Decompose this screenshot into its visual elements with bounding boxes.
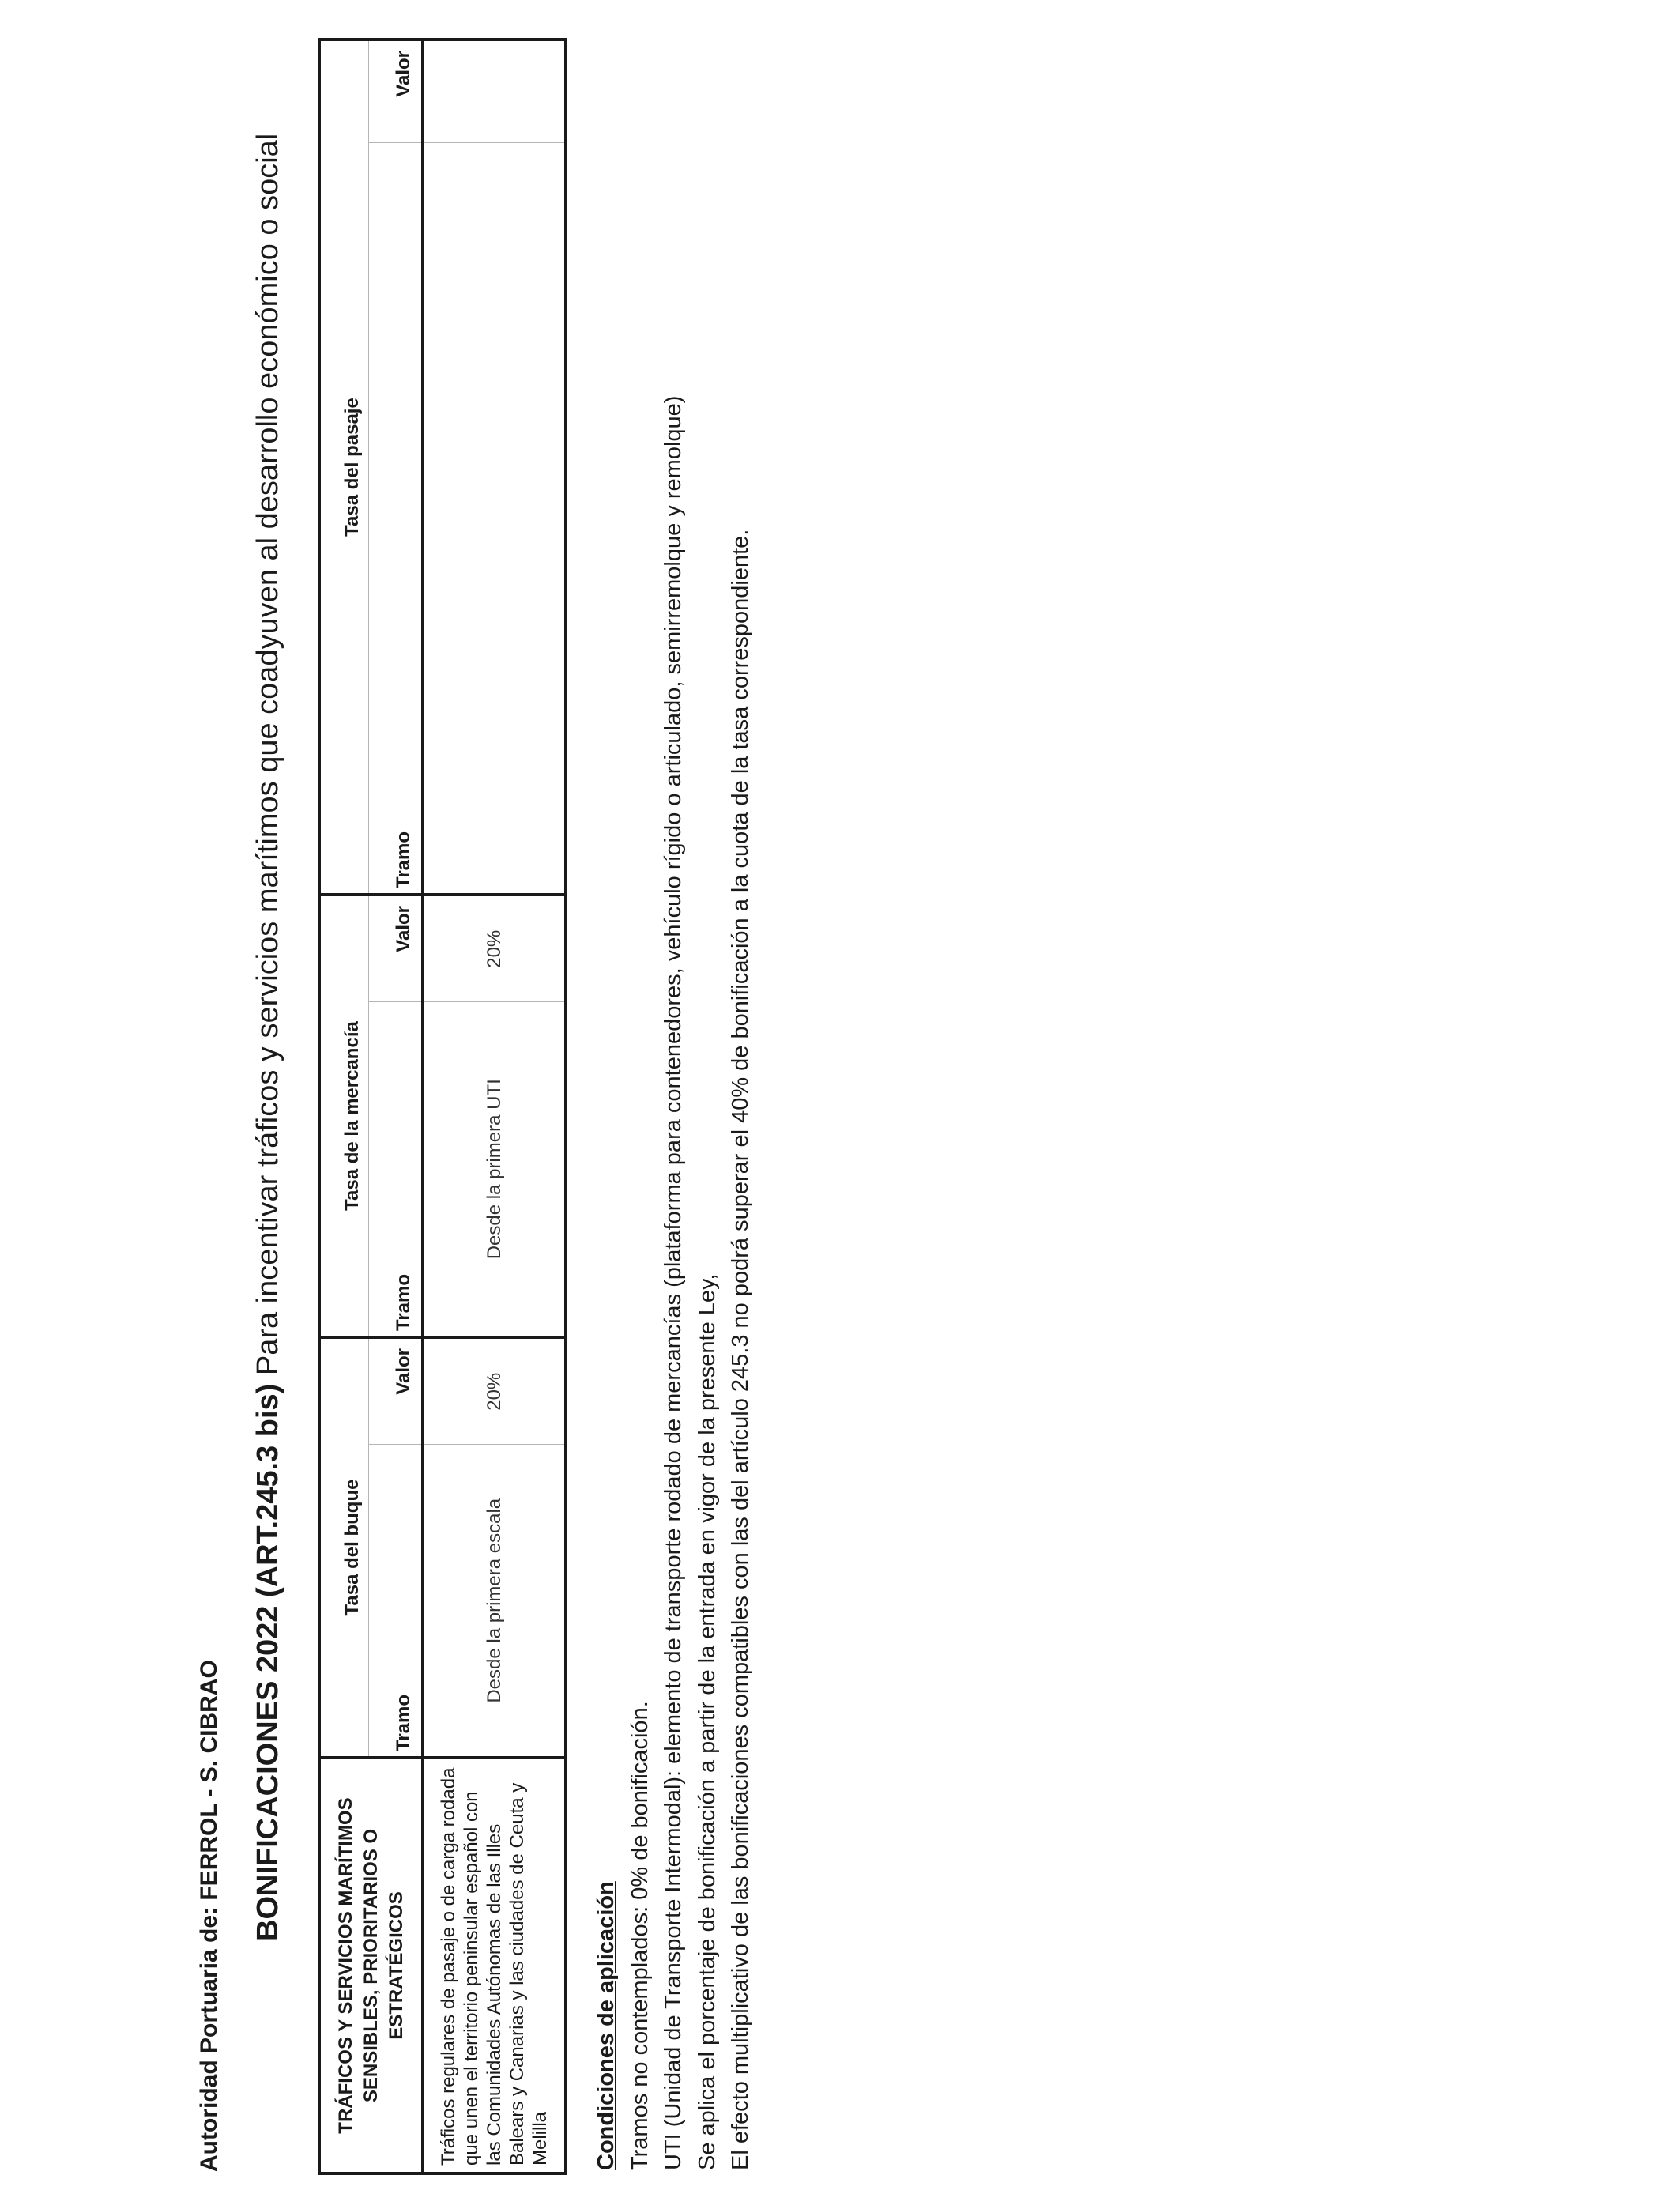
group-header-pasaje: Tasa del pasaje: [319, 40, 369, 895]
title-bold: BONIFICACIONES 2022 (ART.245.3 bis): [251, 1383, 284, 1941]
pasaje-tramo-cell: [423, 143, 566, 895]
mercancia-tramo-cell: Desde la primera UTI: [423, 1002, 566, 1337]
condition-line: Se aplica el porcentaje de bonificación a partir de la entrada en vigor de la presente Ley,: [694, 1273, 720, 2170]
condition-line: El efecto multiplicativo de las bonificaciones compatibles con las del artículo 245.3 no podrá superar el 40% de bonificación a la cuota de la tasa correspondiente.: [728, 529, 753, 2170]
port-authority-label: Autoridad Portuaria de: FERROL - S. CIBRAO: [196, 1660, 222, 2172]
traffic-column-header: TRÁFICOS Y SERVICIOS MARÍTIMOS SENSIBLES, PRIORITARIOS O ESTRATÉGICOS: [319, 1758, 423, 2173]
subheader-buque-valor: Valor: [369, 1337, 424, 1445]
buque-valor-cell: 20%: [423, 1337, 566, 1445]
subheader-pasaje-valor: Valor: [369, 40, 424, 143]
bonus-table: [318, 38, 567, 2175]
subheader-mercancia-tramo: Tramo: [369, 1002, 424, 1337]
traffic-description-cell: Tráficos regulares de pasaje o de carga rodada que unen el territorio peninsular español con las Comunidades Autónomas de las Illes Balears y Canarias y las ciudades de Ceuta y Melilla: [423, 1758, 566, 2173]
group-header-buque: Tasa del buque: [319, 1337, 369, 1758]
mercancia-valor-cell: 20%: [423, 895, 566, 1002]
subheader-mercancia-valor: Valor: [369, 895, 424, 1002]
subheader-pasaje-tramo: Tramo: [369, 143, 424, 895]
pasaje-valor-cell: [423, 40, 566, 143]
document-title: [251, 134, 285, 1941]
condition-line: Tramos no contemplados: 0% de bonificación.: [627, 1701, 653, 2170]
condition-line: UTI (Unidad de Transporte Intermodal): elemento de transporte rodado de mercancías (plataforma para contenedores, vehículo rígido o articulado, semirremolque y remolque): [661, 395, 686, 2170]
conditions-section: [590, 396, 758, 2170]
group-header-mercancia: Tasa de la mercancía: [319, 895, 369, 1337]
conditions-title: Condiciones de aplicación: [593, 1881, 619, 2170]
table-row: [423, 40, 566, 2173]
buque-tramo-cell: Desde la primera escala: [423, 1445, 566, 1758]
table-header-row: [319, 40, 369, 2173]
title-rest: Para incentivar tráficos y servicios marítimos que coadyuven al desarrollo económico o social: [251, 133, 284, 1384]
subheader-buque-tramo: Tramo: [369, 1445, 424, 1758]
